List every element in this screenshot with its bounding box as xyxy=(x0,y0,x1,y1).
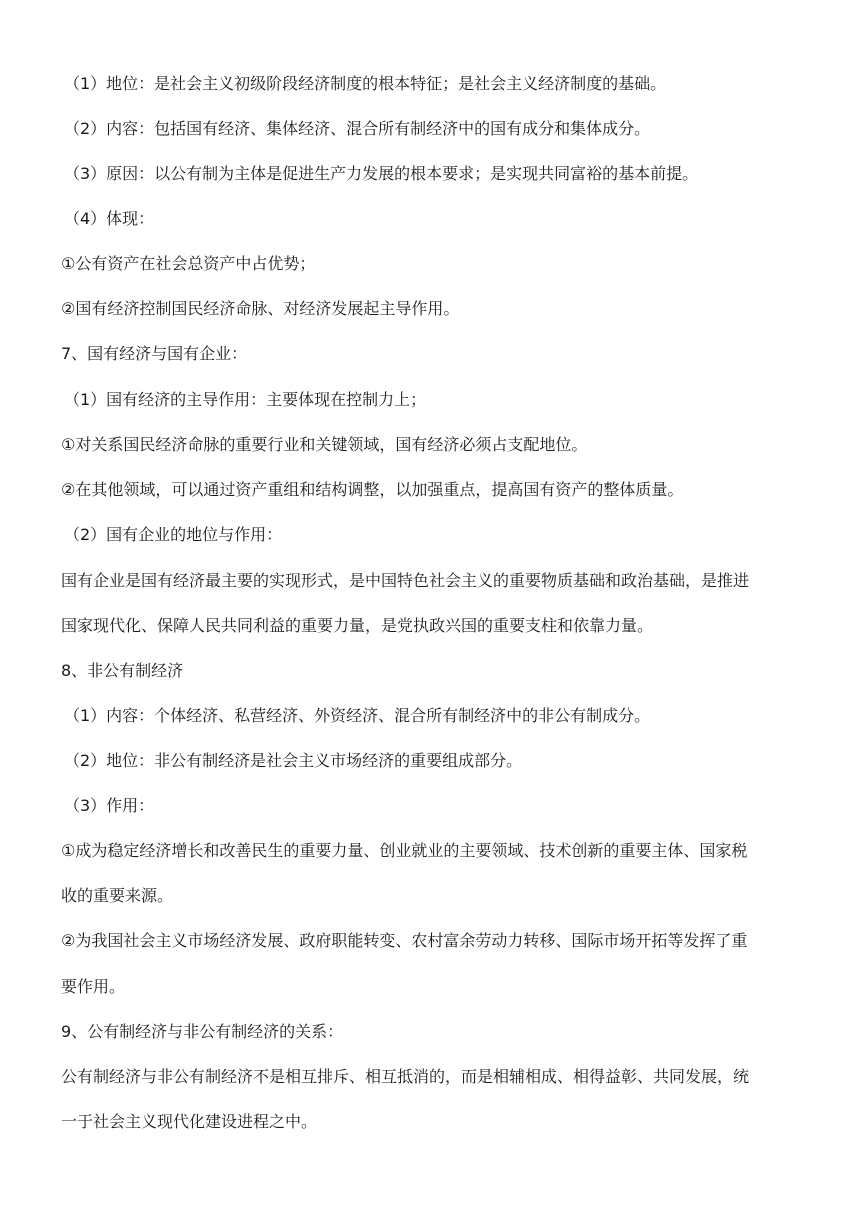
text-line: （3）原因：以公有制为主体是促进生产力发展的根本要求；是实现共同富裕的基本前提。 xyxy=(64,164,699,183)
text-line: 一于社会主义现代化建设进程之中。 xyxy=(61,1112,318,1131)
text-line: ②在其他领域，可以通过资产重组和结构调整，以加强重点，提高国有资产的整体质量。 xyxy=(61,480,684,499)
text-line: 收的重要来源。 xyxy=(61,886,174,905)
text-line: （1）地位：是社会主义初级阶段经济制度的根本特征；是社会主义经济制度的基础。 xyxy=(64,74,667,93)
text-line: （3）作用： xyxy=(64,796,155,815)
section-heading: 8、非公有制经济 xyxy=(61,661,184,680)
text-line: （2）内容：包括国有经济、集体经济、混合所有制经济中的国有成分和集体成分。 xyxy=(64,119,651,138)
text-line: 国有企业是国有经济最主要的实现形式，是中国特色社会主义的重要物质基础和政治基础，是推进 xyxy=(61,571,750,590)
text-line: （1）国有经济的主导作用：主要体现在控制力上； xyxy=(64,390,427,409)
section-heading: 7、国有经济与国有企业： xyxy=(61,344,248,363)
text-line: ②为我国社会主义市场经济发展、政府职能转变、农村富余劳动力转移、国际市场开拓等发挥了重 xyxy=(61,931,748,950)
text-line: ①成为稳定经济增长和改善民生的重要力量、创业就业的主要领域、技术创新的重要主体、国家税 xyxy=(61,841,748,860)
text-line: （1）内容：个体经济、私营经济、外资经济、混合所有制经济中的非公有制成分。 xyxy=(64,706,651,725)
text-line: 要作用。 xyxy=(61,977,126,996)
text-line: 国家现代化、保障人民共同利益的重要力量，是党执政兴国的重要支柱和依靠力量。 xyxy=(61,616,654,635)
text-line: 公有制经济与非公有制经济不是相互排斥、相互抵消的，而是相辅相成、相得益彰、共同发展，统 xyxy=(61,1067,750,1086)
text-line: （2）国有企业的地位与作用： xyxy=(64,525,283,544)
section-heading: 9、公有制经济与非公有制经济的关系： xyxy=(61,1022,344,1041)
text-line: ②国有经济控制国民经济命脉、对经济发展起主导作用。 xyxy=(61,299,460,318)
text-line: ①公有资产在社会总资产中占优势； xyxy=(61,254,316,273)
text-line: （4）体现： xyxy=(64,209,155,228)
text-line: ①对关系国民经济命脉的重要行业和关键领域，国有经济必须占支配地位。 xyxy=(61,435,588,454)
text-line: （2）地位：非公有制经济是社会主义市场经济的重要组成部分。 xyxy=(64,751,523,770)
